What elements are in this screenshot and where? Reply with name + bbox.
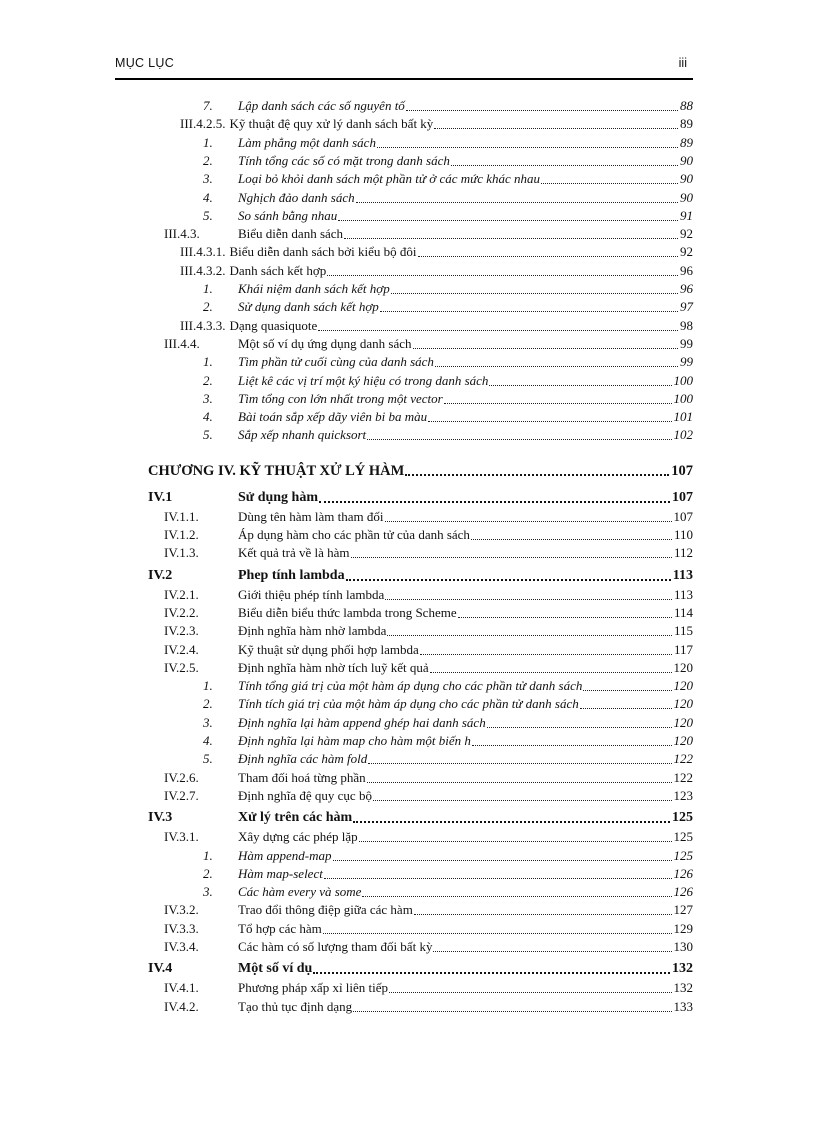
toc-entry-page: 125 [672, 810, 693, 826]
toc-entry-page: 122 [673, 769, 693, 785]
dot-leader [324, 877, 672, 879]
toc-entry[interactable] [0, 604, 816, 622]
toc-entry[interactable] [0, 920, 816, 938]
dot-leader [351, 556, 672, 558]
dot-leader [487, 726, 672, 728]
dot-leader [433, 950, 671, 952]
dot-leader [471, 538, 672, 540]
dot-leader [323, 932, 672, 934]
toc-entry-title: Phep tính lambda [238, 567, 345, 583]
toc-entry-page: 125 [673, 847, 693, 863]
toc-entry-number: IV.4 [148, 961, 173, 977]
toc-entry-title: Tham đối hoá từng phần [238, 769, 366, 785]
toc-entry-title: Sử dụng hàm [238, 489, 318, 505]
toc-entry-title: Tính tích giá trị của một hàm áp dụng cho các phần tử danh sách [238, 696, 579, 712]
toc-entry-page: 120 [673, 696, 693, 712]
dot-leader [444, 402, 672, 404]
toc-entry[interactable] [0, 243, 816, 261]
toc-entry-title: CHƯƠNG IV. KỸ THUẬT XỬ LÝ HÀM [148, 462, 405, 479]
toc-entry-page: 90 [680, 152, 693, 168]
toc-entry-title: Kết quả trả về là hàm [238, 545, 350, 561]
toc-entry-title: Áp dụng hàm cho các phần tử của danh sách [238, 527, 470, 542]
toc-entry-title: Tạo thủ tục định dạng [238, 998, 353, 1014]
toc-entry[interactable] [0, 998, 816, 1016]
toc-entry-title: Các hàm có số lượng tham đối bất kỳ [238, 939, 433, 954]
toc-entry-number: 5. [203, 427, 213, 443]
toc-entry-title: Danh sách kết hợp [229, 262, 327, 278]
toc-entry-page: 102 [673, 427, 693, 443]
toc-entry-number: IV.2.2. [164, 604, 199, 620]
dot-leader [377, 146, 678, 148]
toc-entry-page: 96 [680, 262, 693, 278]
header-title: MỤC LỤC [115, 56, 175, 70]
toc-entry[interactable] [0, 641, 816, 659]
toc-entry-number: IV.2.5. [164, 659, 199, 675]
dot-leader [353, 1010, 671, 1012]
toc-entry-title: Định nghĩa lại hàm map cho hàm một biến h [238, 733, 471, 748]
toc-entry-title: Tìm phần tử cuối cùng của danh sách [238, 354, 434, 370]
toc-entry-page: 90 [680, 171, 693, 187]
toc-entry[interactable] [0, 353, 816, 371]
toc-entry[interactable] [0, 659, 816, 677]
toc-entry-page: 126 [673, 865, 693, 881]
toc-entry[interactable] [0, 426, 816, 444]
dot-leader [583, 689, 671, 691]
toc-entry-title: Tổ hợp các hàm [238, 920, 322, 936]
toc-entry-title: Xây dựng các phép lặp [238, 829, 358, 845]
toc-entry-title: Trao đổi thông điệp giữa các hàm [238, 902, 413, 918]
toc-entry-title: Định nghĩa hàm nhờ lambda [238, 623, 387, 639]
toc-entry-page: 96 [680, 281, 693, 296]
toc-entry-number: 2. [203, 152, 213, 168]
toc-entry-title: Khái niệm danh sách kết hợp [238, 281, 390, 296]
toc-entry-number: IV.3.4. [164, 939, 199, 954]
toc-entry-number: IV.2.7. [164, 787, 199, 803]
dot-leader [367, 438, 671, 440]
toc-entry-page: 113 [672, 567, 693, 583]
toc-entry-page: 92 [680, 244, 693, 260]
dot-leader [418, 255, 678, 257]
dot-leader [356, 201, 678, 203]
toc-entry[interactable] [0, 262, 816, 280]
toc-entry-number: IV.2.4. [164, 641, 199, 657]
dot-leader [353, 820, 670, 823]
toc-entry-number: 2. [203, 865, 213, 881]
toc-entry-number: III.4.4. [164, 335, 200, 351]
dot-leader [385, 520, 672, 522]
toc-entry-number: 5. [203, 751, 213, 767]
dot-leader [373, 799, 672, 801]
toc-entry[interactable] [0, 298, 816, 316]
toc-entry-page: 129 [673, 920, 693, 936]
toc-entry-number: IV.4.2. [164, 998, 199, 1014]
dot-leader [359, 840, 672, 842]
toc-entry-title: Biểu diễn danh sách [238, 226, 344, 242]
toc-entry-page: 89 [680, 116, 693, 132]
toc-entry-number: IV.2.6. [164, 769, 199, 785]
toc-entry-title: Bài toán sắp xếp dãy viên bi ba màu [238, 409, 428, 425]
toc-entry-title: Nghịch đảo danh sách [238, 189, 355, 205]
toc-entry[interactable] [0, 390, 816, 408]
toc-entry-number: 4. [203, 189, 213, 205]
header-page-number: iii [678, 56, 687, 70]
dot-leader [338, 219, 678, 221]
toc-entry[interactable] [0, 732, 816, 750]
toc-entry[interactable] [0, 508, 816, 526]
toc-entry-title: Sắp xếp nhanh quicksort [238, 427, 367, 443]
toc-entry[interactable] [0, 408, 816, 426]
toc-entry-number: 1. [203, 281, 213, 296]
toc-entry-page: 97 [680, 299, 693, 315]
dot-leader [387, 634, 672, 636]
toc-entry-page: 107 [671, 462, 693, 479]
toc-entry-title: Tìm tổng con lớn nhất trong một vector [238, 390, 443, 406]
toc-entry-page: 91 [680, 207, 693, 223]
dot-leader [318, 329, 678, 331]
toc-entry-page: 112 [673, 545, 693, 561]
toc-entry-page: 100 [673, 390, 693, 406]
toc-entry-title: Liệt kê các vị trí một ký hiệu có trong danh sách [238, 372, 489, 388]
dot-leader [346, 578, 671, 581]
toc-entry[interactable] [0, 695, 816, 713]
toc-entry[interactable] [0, 769, 816, 787]
toc-entry-number: IV.2.1. [164, 586, 199, 602]
toc-entry-number: 1. [203, 134, 213, 150]
toc-entry-page: 133 [673, 998, 693, 1014]
toc-entry-page: 127 [673, 902, 693, 918]
dot-leader [344, 237, 678, 239]
toc-entry-number: III.4.2.5. [180, 116, 226, 132]
toc-entry-title: Biểu diễn danh sách bởi kiểu bộ đôi [229, 244, 417, 260]
dot-leader [389, 991, 671, 993]
toc-entry-number: 3. [203, 714, 213, 730]
toc-entry-title: Tính tổng giá trị của một hàm áp dụng cho các phần tử danh sách [238, 678, 583, 694]
toc-entry-number: IV.1 [148, 489, 173, 505]
toc-entry[interactable] [0, 883, 816, 901]
toc-entry-title: Hàm append-map [238, 847, 332, 863]
toc-entry-number: IV.3.2. [164, 902, 199, 918]
toc-entry-title: Một số ví dụ ứng dụng danh sách [238, 335, 412, 351]
dot-leader [541, 182, 678, 184]
toc-entry-number: 1. [203, 847, 213, 863]
toc-entry-page: 107 [673, 508, 693, 524]
toc-entry-title: Tính tổng các số có mặt trong danh sách [238, 152, 450, 168]
toc-entry-number: 2. [203, 299, 213, 315]
toc-entry-title: Xử lý trên các hàm [238, 810, 353, 826]
toc-entry-title: Loại bỏ khỏi danh sách một phần tử ở các mức khác nhau [238, 171, 541, 187]
toc-entry-title: Giới thiệu phép tính lambda [238, 586, 385, 602]
dot-leader [451, 164, 678, 166]
toc-entry-page: 90 [680, 189, 693, 205]
toc-entry[interactable] [0, 901, 816, 919]
toc-entry-page: 89 [680, 134, 693, 150]
dot-leader [472, 744, 672, 746]
toc-entry[interactable] [0, 372, 816, 390]
dot-leader [327, 274, 678, 276]
dot-leader [414, 913, 672, 915]
dot-leader [430, 671, 672, 673]
toc-entry[interactable] [0, 586, 816, 604]
toc-entry-number: IV.2.3. [164, 623, 199, 639]
dot-leader [313, 971, 670, 974]
toc-section-entry[interactable] [0, 809, 816, 827]
toc-entry-number: 5. [203, 207, 213, 223]
toc-entry-number: 4. [203, 733, 213, 748]
dot-leader [406, 109, 678, 111]
toc-entry[interactable] [0, 622, 816, 640]
toc-entry[interactable] [0, 207, 816, 225]
toc-entry-number: IV.3.1. [164, 829, 199, 845]
toc-entry[interactable] [0, 544, 816, 562]
toc-entry[interactable] [0, 677, 816, 695]
toc-entry-title: Các hàm every và some [238, 884, 362, 900]
toc-entry-title: Làm phẳng một danh sách [238, 134, 376, 150]
dot-leader [367, 781, 672, 783]
toc-section-entry[interactable] [0, 489, 816, 507]
toc-entry[interactable] [0, 317, 816, 335]
dot-leader [380, 310, 678, 312]
toc-entry[interactable] [0, 97, 816, 115]
toc-entry[interactable] [0, 335, 816, 353]
toc-entry[interactable] [0, 152, 816, 170]
toc-entry-page: 99 [680, 335, 693, 351]
toc-entry-number: 4. [203, 409, 213, 425]
toc-entry-number: 1. [203, 354, 213, 370]
toc-entry-number: IV.3.3. [164, 920, 199, 936]
toc-entry[interactable] [0, 189, 816, 207]
toc-entry-title: Hàm map-select [238, 865, 323, 881]
toc-entry-title: Định nghĩa các hàm fold [238, 751, 368, 767]
dot-leader [362, 895, 671, 897]
toc-entry-page: 126 [673, 884, 693, 900]
toc-entry-page: 122 [673, 751, 693, 767]
dot-leader [368, 762, 671, 764]
toc-entry-number: IV.1.1. [164, 508, 199, 524]
toc-entry-number: 1. [203, 678, 213, 694]
toc-entry-number: IV.3 [148, 810, 173, 826]
dot-leader [319, 500, 670, 503]
toc-entry-page: 110 [673, 527, 693, 542]
toc-entry-page: 115 [673, 623, 693, 639]
toc-entry-number: 7. [203, 98, 213, 113]
toc-entry-number: III.4.3.1. [180, 244, 226, 260]
toc-entry-page: 125 [673, 829, 693, 845]
toc-entry[interactable] [0, 714, 816, 732]
toc-entry[interactable] [0, 280, 816, 298]
toc-entry-title: So sánh bằng nhau [238, 207, 338, 223]
toc-entry-page: 114 [673, 604, 693, 620]
dot-leader [391, 292, 678, 294]
toc-entry-number: IV.1.2. [164, 527, 199, 542]
toc-entry[interactable] [0, 787, 816, 805]
toc-entry-page: 88 [680, 98, 693, 113]
toc-entry-number: III.4.3.3. [180, 317, 226, 333]
dot-leader [385, 598, 672, 600]
dot-leader [489, 384, 671, 386]
toc-entry-title: Dạng quasiquote [229, 317, 318, 333]
toc-entry-page: 120 [673, 714, 693, 730]
toc-entry-title: Định nghĩa đệ quy cục bộ [238, 787, 372, 803]
dot-leader [420, 653, 672, 655]
dot-leader [405, 473, 669, 476]
toc-entry[interactable] [0, 847, 816, 865]
toc-entry-title: Sử dụng danh sách kết hợp [238, 299, 379, 315]
toc-entry-page: 123 [673, 787, 693, 803]
toc-entry-number: 3. [203, 390, 213, 406]
toc-entry[interactable] [0, 750, 816, 768]
dot-leader [435, 365, 678, 367]
toc-entry-title: Phương pháp xấp xỉ liên tiếp [238, 980, 389, 996]
dot-leader [428, 420, 671, 422]
toc-entry-page: 120 [673, 733, 693, 748]
toc-entry[interactable] [0, 828, 816, 846]
toc-entry-page: 101 [673, 409, 693, 425]
toc-entry-page: 132 [673, 980, 693, 996]
toc-entry-page: 120 [673, 659, 693, 675]
dot-leader [458, 616, 672, 618]
toc-entry[interactable] [0, 115, 816, 133]
toc-entry-number: IV.4.1. [164, 980, 199, 996]
toc-entry-number: 2. [203, 372, 213, 388]
toc-entry-page: 92 [680, 226, 693, 242]
toc-entry-page: 100 [673, 372, 693, 388]
toc-entry[interactable] [0, 134, 816, 152]
toc-section-entry[interactable] [0, 567, 816, 585]
toc-entry-page: 99 [680, 354, 693, 370]
toc-entry-number: 3. [203, 884, 213, 900]
toc-entry-number: 3. [203, 171, 213, 187]
toc-entry-title: Định nghĩa lại hàm append ghép hai danh sách [238, 714, 486, 730]
toc-entry-page: 107 [672, 489, 693, 505]
toc-entry[interactable] [0, 170, 816, 188]
toc-entry-title: Kỹ thuật sử dụng phối hợp lambda [238, 641, 419, 657]
dot-leader [333, 859, 672, 861]
toc-entry-page: 132 [672, 961, 693, 977]
toc-entry[interactable] [0, 979, 816, 997]
toc-entry-number: 2. [203, 696, 213, 712]
toc-entry-title: Dùng tên hàm làm tham đối [238, 508, 384, 524]
toc-entry-number: IV.1.3. [164, 545, 199, 561]
toc-entry[interactable] [0, 225, 816, 243]
toc-entry-title: Lập danh sách các số nguyên tố [238, 98, 405, 113]
toc-section-entry[interactable] [0, 960, 816, 978]
toc-chapter-entry[interactable] [0, 462, 816, 480]
toc-entry-page: 130 [673, 939, 693, 954]
toc-entry-page: 98 [680, 317, 693, 333]
toc-entry-page: 113 [673, 586, 693, 602]
toc-entry-title: Một số ví dụ [238, 961, 313, 977]
toc-entry-number: IV.2 [148, 567, 173, 583]
dot-leader [413, 347, 678, 349]
dot-leader [580, 707, 672, 709]
toc-entry-title: Biểu diễn biểu thức lambda trong Scheme [238, 604, 457, 620]
toc-entry[interactable] [0, 938, 816, 956]
toc-entry-title: Định nghĩa hàm nhờ tích luỹ kết quả [238, 659, 429, 675]
dot-leader [434, 127, 678, 129]
toc-entry[interactable] [0, 865, 816, 883]
toc-entry-title: Kỹ thuật đệ quy xử lý danh sách bất kỳ [229, 116, 434, 132]
toc-entry[interactable] [0, 526, 816, 544]
toc-entry-page: 120 [673, 678, 693, 694]
toc-entry-number: III.4.3.2. [180, 262, 226, 278]
toc-entry-page: 117 [673, 641, 693, 657]
toc-entry-number: III.4.3. [164, 226, 200, 242]
